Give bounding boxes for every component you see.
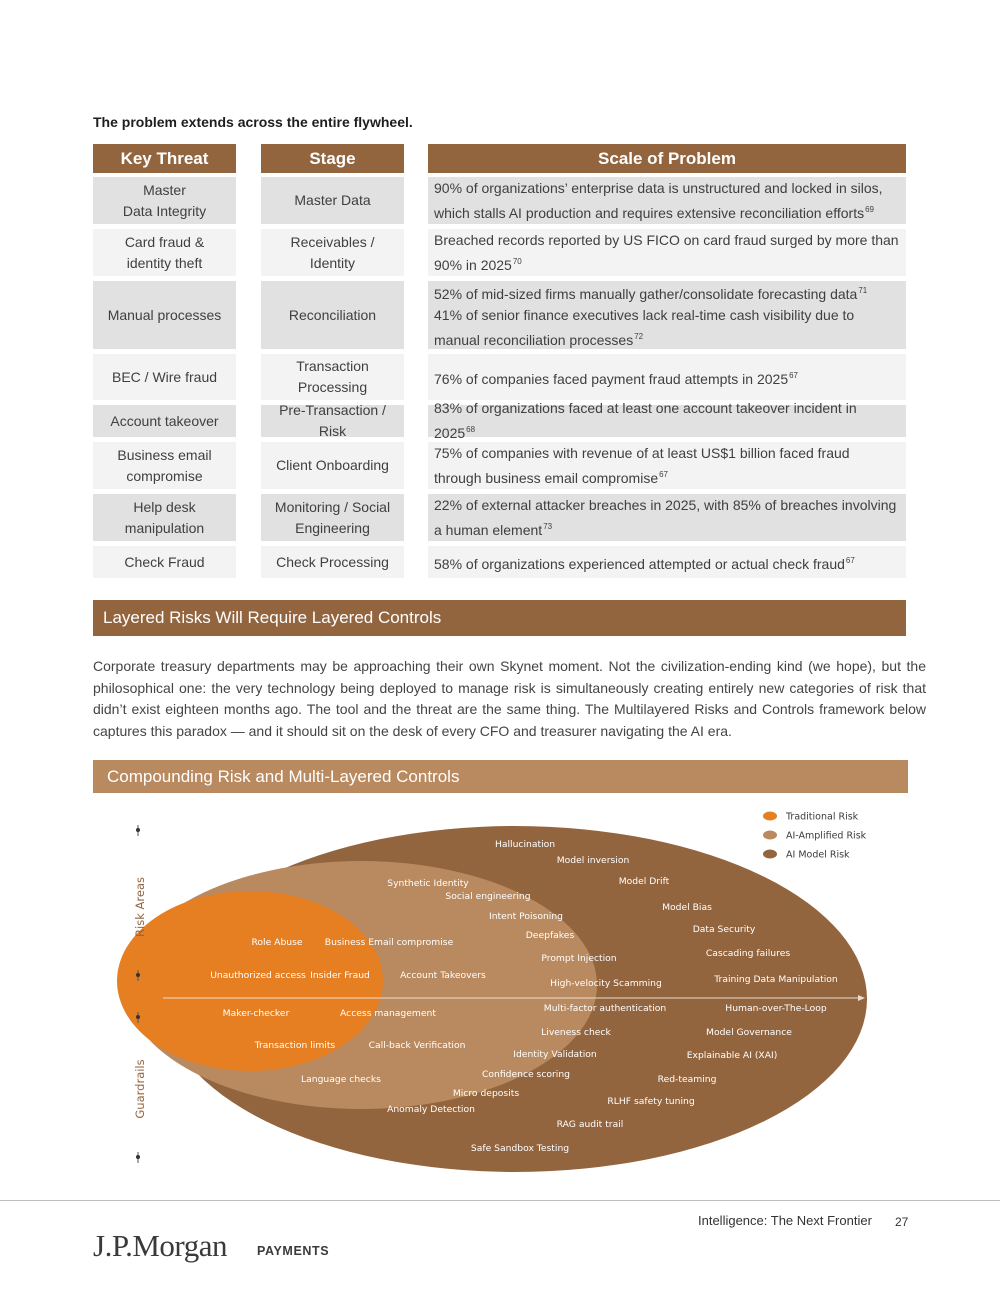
cell-line: Master bbox=[143, 181, 186, 198]
brand-logo: J.P.Morgan bbox=[93, 1228, 227, 1263]
scale-text: 83% of organizations faced at least one account takeover incident in 2025 bbox=[434, 400, 857, 441]
scale-text: 75% of companies with revenue of at least US$1 billion faced fraud through business email compromise bbox=[434, 444, 850, 486]
scale-cell bbox=[428, 281, 906, 349]
model-controls-label: Human-over-The-Loop bbox=[725, 1003, 827, 1014]
footnote-ref: 71 bbox=[858, 285, 868, 295]
traditional-risks-label: Business Email compromise bbox=[324, 937, 454, 948]
scale-text: 41% of senior finance executives lack real-time cash visibility due to manual reconciliation processes bbox=[434, 306, 855, 348]
threat-cell bbox=[93, 494, 236, 541]
cell-line: Check Processing bbox=[276, 553, 389, 570]
risk-controls-diagram bbox=[93, 795, 907, 1175]
amplified-risks-label: Synthetic Identity bbox=[387, 878, 469, 889]
scale-cell bbox=[428, 442, 906, 489]
legend-swatch bbox=[763, 812, 777, 821]
axis-label-risk-areas: Risk Areas bbox=[133, 877, 147, 937]
cell-line: Master Data bbox=[294, 192, 371, 208]
traditional-controls-label: Call-back Verification bbox=[368, 1040, 466, 1051]
cell-line: Data Integrity bbox=[122, 202, 207, 219]
model-controls-label: Red-teaming bbox=[657, 1074, 717, 1085]
footnote-ref: 67 bbox=[659, 469, 669, 479]
scale-cell bbox=[428, 354, 906, 400]
cell-line: Receivables / Identity bbox=[290, 233, 375, 271]
traditional-controls-label: Access management bbox=[340, 1008, 436, 1019]
cell-line: Engineering bbox=[295, 519, 370, 536]
footnote-ref: 73 bbox=[543, 521, 553, 531]
threat-cell bbox=[93, 281, 236, 349]
cell-line: Card fraud & bbox=[124, 233, 205, 250]
scale-text: 52% of mid-sized firms manually gather/consolidate forecasting data bbox=[434, 285, 858, 302]
cell-line: Monitoring / Social bbox=[274, 498, 391, 515]
scale-text: 76% of companies faced payment fraud attempts in 2025 bbox=[434, 370, 789, 387]
cell-line: identity theft bbox=[126, 254, 203, 271]
model-risks-label: Cascading failures bbox=[705, 948, 791, 959]
axis-dot-bottom-icon bbox=[136, 1155, 140, 1159]
amplified-risks-label: Intent Poisoning bbox=[489, 911, 563, 922]
model-controls-label: Model Governance bbox=[706, 1027, 792, 1038]
section-banner bbox=[93, 600, 906, 636]
stage-cell bbox=[261, 442, 404, 489]
page-number: 27 bbox=[895, 1215, 909, 1229]
model-risks-label: Model inversion bbox=[556, 855, 630, 866]
legend-label: AI Model Risk bbox=[786, 849, 850, 861]
legend-swatch bbox=[763, 850, 777, 859]
stage-cell bbox=[261, 177, 404, 224]
cell-line: Pre-Transaction / Risk bbox=[279, 402, 386, 439]
model-risks-label: Model Drift bbox=[618, 876, 670, 887]
cell-line: Reconciliation bbox=[288, 306, 377, 323]
scale-cell bbox=[428, 400, 906, 441]
scale-cell bbox=[428, 229, 906, 276]
footnote-ref: 67 bbox=[789, 370, 799, 380]
cell-line: Manual processes bbox=[107, 306, 222, 323]
legend-label: Traditional Risk bbox=[786, 811, 859, 823]
amplified-controls-label: Liveness check bbox=[541, 1027, 611, 1038]
legend-label: AI-Amplified Risk bbox=[786, 830, 867, 842]
axis-label-guardrails: Guardrails bbox=[133, 1059, 147, 1119]
scale-cell bbox=[428, 546, 906, 578]
brand-subtitle: PAYMENTS bbox=[257, 1244, 330, 1258]
stage-cell bbox=[261, 229, 404, 276]
amplified-controls-label: Multi-factor authentication bbox=[543, 1003, 667, 1014]
threat-cell bbox=[93, 229, 236, 276]
header-stage: Stage bbox=[261, 144, 404, 173]
traditional-risks-label: Unauthorized access bbox=[210, 970, 306, 981]
axis-dot-mid-icon bbox=[136, 973, 140, 977]
model-controls-label: RAG audit trail bbox=[556, 1119, 624, 1130]
header-scale: Scale of Problem bbox=[428, 144, 906, 173]
amplified-controls-label: Anomaly Detection bbox=[387, 1104, 475, 1115]
footer-divider bbox=[0, 1200, 1000, 1201]
cell-line: manipulation bbox=[124, 519, 205, 536]
diagram-banner bbox=[93, 760, 908, 793]
threat-cell bbox=[93, 354, 236, 400]
legend-swatch bbox=[763, 831, 777, 840]
model-controls-label: RLHF safety tuning bbox=[607, 1096, 695, 1107]
model-controls-label: Explainable AI (XAI) bbox=[686, 1050, 778, 1061]
scale-cell bbox=[428, 494, 906, 541]
amplified-risks-label: High-velocity Scamming bbox=[550, 978, 662, 989]
intro-text: The problem extends across the entire flywheel. bbox=[93, 114, 413, 130]
scale-text: 58% of organizations experienced attempted or actual check fraud bbox=[434, 555, 845, 572]
amplified-controls-label: Micro deposits bbox=[452, 1088, 520, 1099]
stage-cell bbox=[261, 402, 404, 439]
amplified-risks-label: Deepfakes bbox=[525, 930, 575, 941]
cell-line: Account takeover bbox=[110, 412, 219, 429]
scale-text: 22% of external attacker breaches in 2025, with 85% of breaches involving a human element bbox=[434, 496, 897, 538]
model-risks-label: Model Bias bbox=[662, 902, 712, 913]
traditional-controls-label: Language checks bbox=[301, 1074, 381, 1085]
threat-cell bbox=[93, 546, 236, 578]
cell-line: Processing bbox=[297, 379, 368, 395]
traditional-controls-label: Maker-checker bbox=[222, 1008, 290, 1019]
model-risks-label: Hallucination bbox=[494, 839, 556, 850]
stage-cell bbox=[261, 494, 404, 541]
model-controls-label: Safe Sandbox Testing bbox=[470, 1143, 570, 1154]
cell-line: Client Onboarding bbox=[276, 457, 389, 473]
amplified-controls-label: Identity Validation bbox=[513, 1049, 597, 1060]
cell-line: Check Fraud bbox=[124, 553, 205, 570]
stage-cell bbox=[261, 546, 404, 578]
traditional-risks-label: Insider Fraud bbox=[310, 970, 370, 981]
footnote-ref: 70 bbox=[512, 256, 522, 266]
header-key-threat: Key Threat bbox=[93, 144, 236, 173]
scale-cell bbox=[428, 177, 906, 224]
cell-line: Help desk bbox=[133, 498, 196, 515]
footnote-ref: 68 bbox=[466, 425, 476, 434]
footnote-ref: 72 bbox=[634, 331, 644, 341]
section-title: Layered Risks Will Require Layered Controls bbox=[103, 608, 442, 627]
cell-line: BEC / Wire fraud bbox=[111, 368, 218, 385]
stage-cell bbox=[261, 354, 404, 400]
axis-dot-upper-guard-icon bbox=[136, 1015, 140, 1019]
cell-line: Transaction bbox=[296, 358, 369, 374]
scale-text: Breached records reported by US FICO on card fraud surged by more than 90% in 2025 bbox=[434, 231, 899, 273]
diagram-title: Compounding Risk and Multi-Layered Controls bbox=[107, 766, 460, 786]
model-risks-label: Data Security bbox=[692, 924, 756, 935]
threat-cell bbox=[93, 405, 236, 437]
footer-title: Intelligence: The Next Frontier bbox=[698, 1213, 872, 1228]
cell-line: Business email bbox=[117, 446, 212, 463]
axis-dot-top-icon bbox=[136, 828, 140, 832]
amplified-controls-label: Confidence scoring bbox=[481, 1069, 571, 1080]
traditional-risks-label: Account Takeovers bbox=[400, 970, 486, 981]
traditional-risks-label: Role Abuse bbox=[251, 937, 303, 948]
footnote-ref: 67 bbox=[845, 555, 855, 565]
threat-cell bbox=[93, 177, 236, 224]
stage-cell bbox=[261, 281, 404, 349]
amplified-risks-label: Social engineering bbox=[445, 891, 531, 902]
threat-cell bbox=[93, 442, 236, 489]
body-paragraph: Corporate treasury departments may be approaching their own Skynet moment. Not the civilization-ending kind (we hope), but the philosophical one: the very technology being deployed to manage risk is simultaneously creating entirely new categories of risk that didn’t exist eighteen months ago. The tool and the threat are the same thing. The Multilayered Risks and Controls framework below captures this paradox — and it should sit on the desk of every CFO and treasurer navigating the AI era. bbox=[93, 658, 926, 739]
traditional-risk-layer bbox=[117, 891, 383, 1071]
scale-text: 90% of organizations’ enterprise data is unstructured and locked in silos, which stalls AI production and requires extensive reconciliation efforts bbox=[434, 179, 883, 221]
traditional-controls-label: Transaction limits bbox=[254, 1040, 336, 1051]
amplified-risks-label: Prompt Injection bbox=[541, 953, 617, 964]
model-risks-label: Training Data Manipulation bbox=[714, 974, 838, 985]
cell-line: compromise bbox=[126, 467, 203, 484]
footnote-ref: 69 bbox=[865, 204, 874, 214]
